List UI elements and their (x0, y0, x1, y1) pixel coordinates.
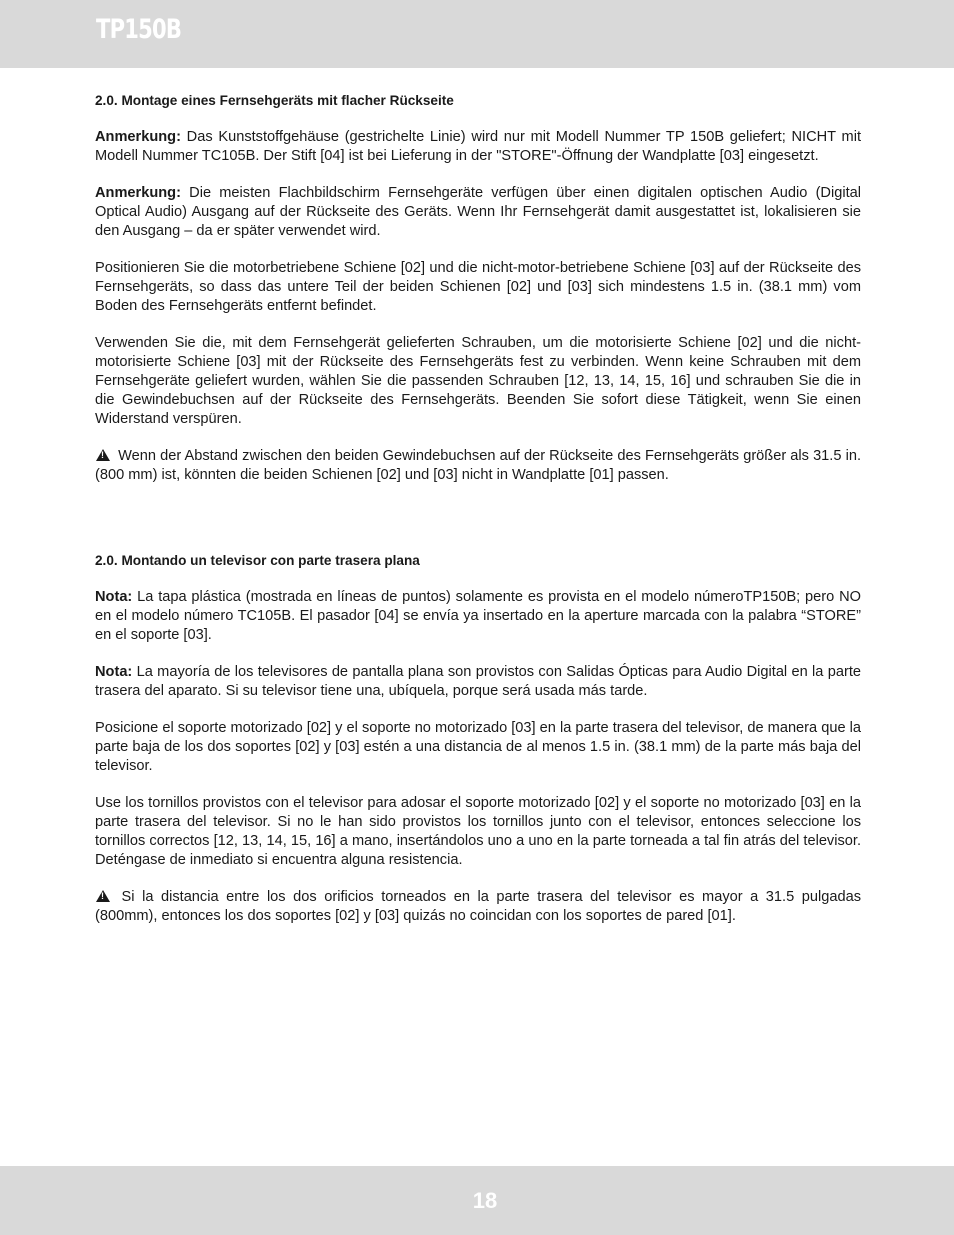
german-warning-text: Wenn der Abstand zwischen den beiden Gewindebuchsen auf der Rückseite des Fernsehgeräts größer als 31.5 in. (800 mm) ist, könnten die beiden Schienen [02] und [03] nicht in Wandplatte [01] passen. (95, 448, 861, 483)
page-number: 18 (472, 1188, 498, 1213)
german-warning (95, 447, 861, 485)
section-spacer (95, 503, 861, 551)
warning-icon (96, 890, 110, 902)
spanish-warning (95, 888, 861, 926)
spanish-note-2 (95, 663, 861, 701)
german-note-2-label: Anmerkung: (95, 185, 181, 201)
spanish-paragraph-2: Use los tornillos provistos con el televisor para adosar el soporte motorizado [02] y el soporte no motorizado [03] en la parte trasera del televisor. Si no le han sido provistos los tornillos junto con el televisor, entonces seleccione los tornillos correctos [12, 13, 14, 15, 16] a mano, insertándolos uno a uno en la parte torneada a tal fin atrás del televisor. Deténgase de inmediato si encuentra alguna resistencia. (95, 795, 861, 868)
spanish-heading: 2.0. Montando un televisor con parte trasera plana (95, 553, 420, 568)
page-content (95, 91, 861, 944)
model-title: TP150B (96, 14, 182, 45)
spanish-section (95, 551, 861, 926)
german-paragraph-2: Verwenden Sie die, mit dem Fernsehgerät gelieferten Schrauben, um die motorisierte Schiene [02] und die nicht-motorisierte Schiene [03] mit der Rückseite des Fernsehgeräts fest zu verbinden. Wenn keine Schrauben mit dem Fernsehgeräte geliefert wurden, wählen Sie die passenden Schrauben [12, 13, 14, 15, 16] und schrauben Sie die in die Gewindebuchsen auf der Rückseite des Fernsehgeräts. Beenden Sie sofort diese Tätigkeit, wenn Sie einen Widerstand verspüren. (95, 335, 861, 427)
page-header (0, 0, 954, 68)
spanish-note-1 (95, 588, 861, 645)
german-note-2-text: Die meisten Flachbildschirm Fernsehgeräte verfügen über einen digitalen optischen Audio (Digital Optical Audio) Ausgang auf der Rückseite des Geräts. Wenn Ihr Fernsehgerät damit ausgestattet ist, lokalisieren sie den Ausgang – da er später verwendet wird. (95, 185, 861, 239)
german-paragraph-1: Positionieren Sie die motorbetriebene Schiene [02] und die nicht-motor-betriebene Schiene [03] auf der Rückseite des Fernsehgeräts, so dass das untere Teil der beiden Schienen [02] und [03] sich mindestens 1.5 in. (38.1 mm) vom Boden des Fernsehgeräts entfernt befindet. (95, 260, 861, 314)
german-note-2 (95, 184, 861, 241)
german-note-1-label: Anmerkung: (95, 129, 181, 145)
spanish-warning-text: Si la distancia entre los dos orificios torneados en la parte trasera del televisor es mayor a 31.5 pulgadas (800mm), entonces los dos soportes [02] y [03] quizás no coincidan con los soportes de pared [01]. (95, 889, 861, 924)
warning-icon (96, 449, 110, 461)
german-heading: 2.0. Montage eines Fernsehgeräts mit flacher Rückseite (95, 93, 454, 108)
spanish-paragraph-1: Posicione el soporte motorizado [02] y el soporte no motorizado [03] en la parte trasera del televisor, de manera que la parte baja de los dos soportes [02] y [03] estén a una distancia de al menos 1.5 in. (38.1 mm) de la parte más baja del televisor. (95, 720, 861, 774)
spanish-note-1-text: La tapa plástica (mostrada en líneas de puntos) solamente es provista en el modelo númeroTP150B; pero NO en el modelo número TC105B. El pasador [04] se envía ya insertado en la aperture marcada con la palabra “STORE” en el soporte [03]. (95, 589, 861, 643)
german-note-1 (95, 128, 861, 166)
spanish-note-1-label: Nota: (95, 589, 133, 605)
spanish-note-2-label: Nota: (95, 664, 133, 680)
spanish-note-2-text: La mayoría de los televisores de pantalla plana son provistos con Salidas Ópticas para Audio Digital en la parte trasera del aparato. Si su televisor tiene una, ubíquela, porque será usada más tarde. (95, 664, 861, 699)
page-footer (0, 1166, 954, 1235)
german-note-1-text: Das Kunststoffgehäuse (gestrichelte Linie) wird nur mit Modell Nummer TP 150B geliefert; NICHT mit Modell Nummer TC105B. Der Stift [04] ist bei Lieferung in der "STORE"-Öffnung der Wandplatte [03] eingesetzt. (95, 129, 861, 164)
german-section (95, 91, 861, 485)
